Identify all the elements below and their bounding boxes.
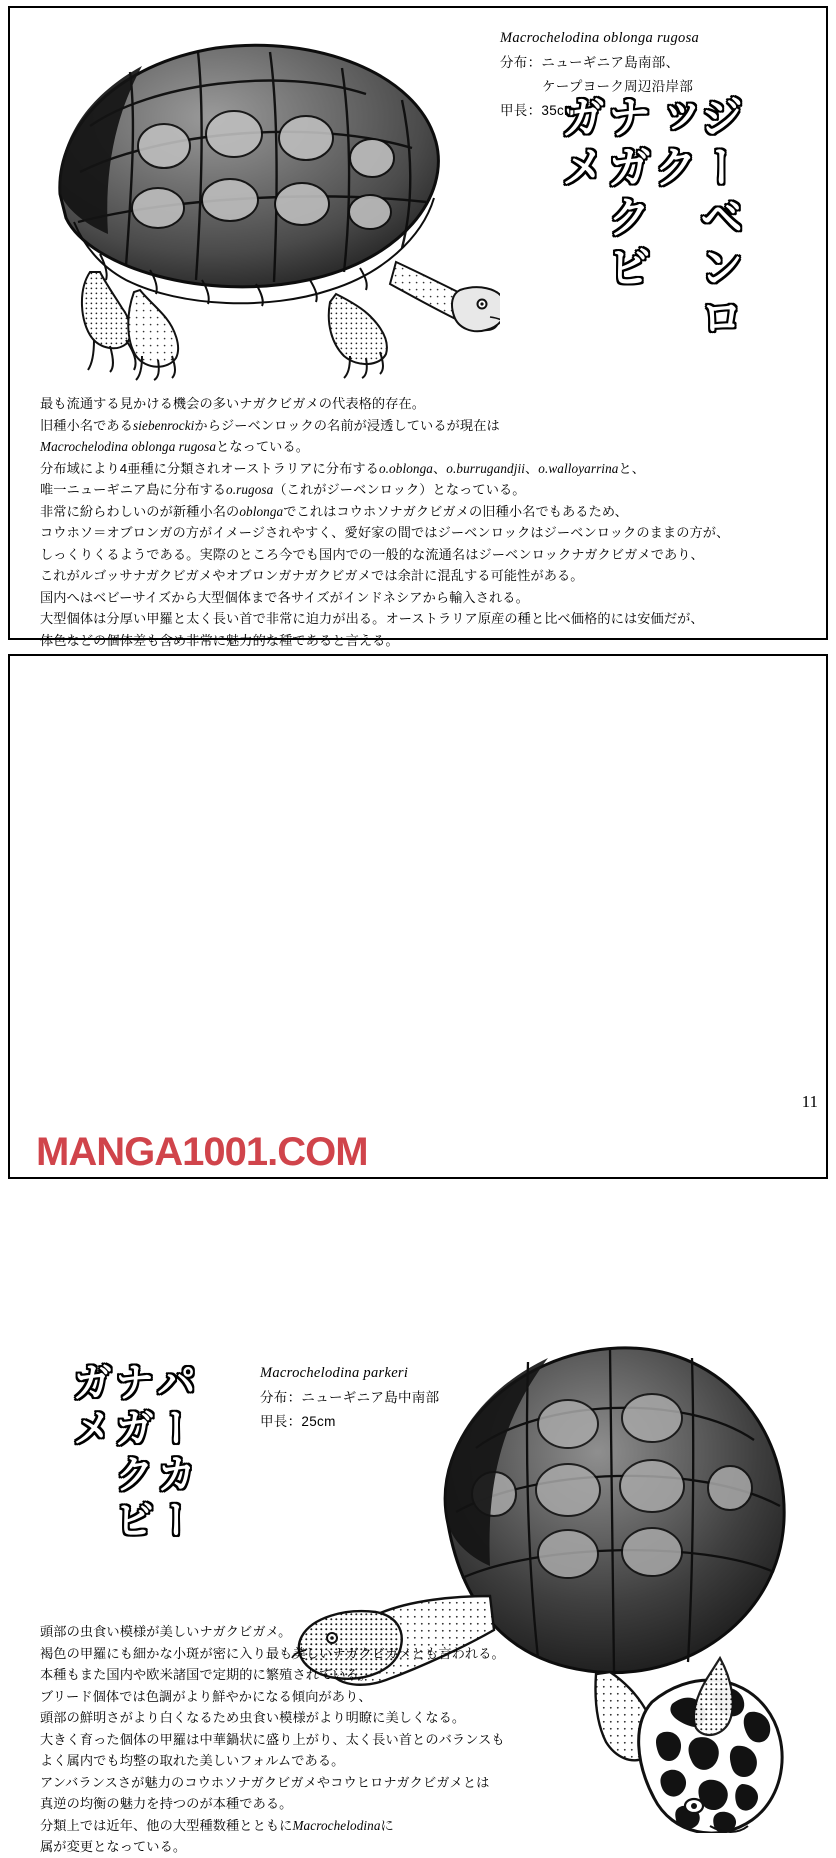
species-heading-oblonga-rugosa: [500, 26, 699, 122]
vertical-title-column-3: ガメ: [66, 1361, 112, 1453]
text-line: 頭部の虫食い模様が美しいナガクビガメ。: [40, 1624, 292, 1639]
text-line: 唯一ニューギニア島に分布するo.rugosa（これがジーベンロック）となっている。: [40, 482, 526, 497]
vertical-title-column-1: パーカー: [150, 1361, 196, 1545]
text-line: 分類上では近年、他の大型種数種とともにMacrochelodinaに: [40, 1817, 394, 1833]
text-line: よく属内でも均整の取れた美しいフォルムである。: [40, 1753, 345, 1768]
text-line: 最も流通する見かける機会の多いナガクビガメの代表格的存在。: [40, 396, 426, 411]
text-line: 属が変更となっている。: [40, 1839, 187, 1854]
watermark: MANGA1001.COM: [36, 1130, 368, 1174]
vertical-title-oblonga-rugosa: [553, 94, 743, 354]
vertical-title-parkeri: [68, 1361, 194, 1566]
page-number: 11: [801, 1092, 818, 1111]
vertical-title-column-3: ガメ: [553, 94, 605, 194]
text-line: 本種もまた国内や欧米諸国で定期的に繁殖されている。: [40, 1667, 373, 1682]
shell-length-line: 甲長：35cm: [500, 102, 576, 118]
top-species-panel: [8, 6, 828, 648]
distribution-line-1: 分布：ニューギニア島南部、: [500, 55, 680, 71]
turtle-illustration-oblonga-rugosa: [30, 22, 500, 382]
vertical-title-column-1: ジーベンロック: [645, 94, 743, 344]
text-line: 国内へはベビーサイズから大型個体まで各サイズがインドネシアから輸入される。: [40, 589, 529, 605]
distribution-line-2-text: ケープヨーク周辺沿岸部: [542, 79, 694, 94]
species-heading-parkeri: [260, 1361, 439, 1434]
text-line: 大きく育った個体の甲羅は中華鍋状に盛り上がり、太く長い首とのバランスも: [40, 1731, 505, 1747]
text-line: これがルゴッサナガクビガメやオブロンガナガクビガメでは余計に混乱する可能性がある。: [40, 568, 584, 583]
text-line: アンバランスさが魅力のコウホソナガクビガメやコウヒロナガクビガメとは: [40, 1774, 490, 1790]
text-line: 褐色の甲羅にも細かな小斑が密に入り最も美しいナガクビガメとも言われる。: [40, 1645, 505, 1661]
text-line: 大型個体は分厚い甲羅と太く長い首で非常に迫力が出る。オーストラリア原産の種と比べ価格的には安価だが、: [40, 611, 704, 626]
vertical-title-column-2: ナガクビ: [599, 94, 651, 294]
text-line: Macrochelodina oblonga rugosaとなっている。: [40, 439, 310, 454]
description-text-parkeri: [40, 1621, 505, 1858]
text-line: ブリード個体では色調がより鮮やかになる傾向があり、: [40, 1688, 372, 1704]
description-text-oblonga-rugosa: [40, 393, 729, 651]
text-line: 頭部の鮮明さがより白くなるため虫食い模様がより明瞭に美しくなる。: [40, 1710, 466, 1725]
text-line: しっくりくるようである。実際のところ今でも国内での一般的な流通名はジーベンロックナガクビガメであり、: [40, 546, 704, 562]
text-line: コウホソ＝オブロンガの方がイメージされやすく、愛好家の間ではジーベンロックはジーベンロックのままの方が、: [40, 525, 730, 540]
text-line: 体色などの個体差も含め非常に魅力的な種であると言える。: [40, 632, 399, 648]
vertical-title-column-2: ナガクビ: [108, 1361, 154, 1545]
distribution-line-1: 分布：ニューギニア島中南部: [260, 1390, 440, 1406]
scientific-name: Macrochelodina oblonga rugosa: [500, 30, 700, 46]
distribution-line-2: [500, 75, 699, 99]
shell-length-line: 甲長：25cm: [260, 1414, 336, 1429]
text-line: 非常に紛らわしいのが新種小名のoblongaでこれはコウホソナガクビガメの旧種小名でもあるため、: [40, 503, 628, 519]
bottom-species-panel: [8, 654, 828, 1854]
scientific-name: Macrochelodina parkeri: [260, 1365, 409, 1381]
text-line: 真逆の均衡の魅力を持つのが本種である。: [40, 1796, 293, 1811]
text-line: 旧種小名であるsiebenrockiからジーベンロックの名前が浸透しているが現在は: [40, 417, 500, 433]
text-line: 分布域により4亜種に分類されオーストラリアに分布するo.oblonga、o.burrugandjii、o.walloyarrinaと、: [40, 460, 646, 476]
